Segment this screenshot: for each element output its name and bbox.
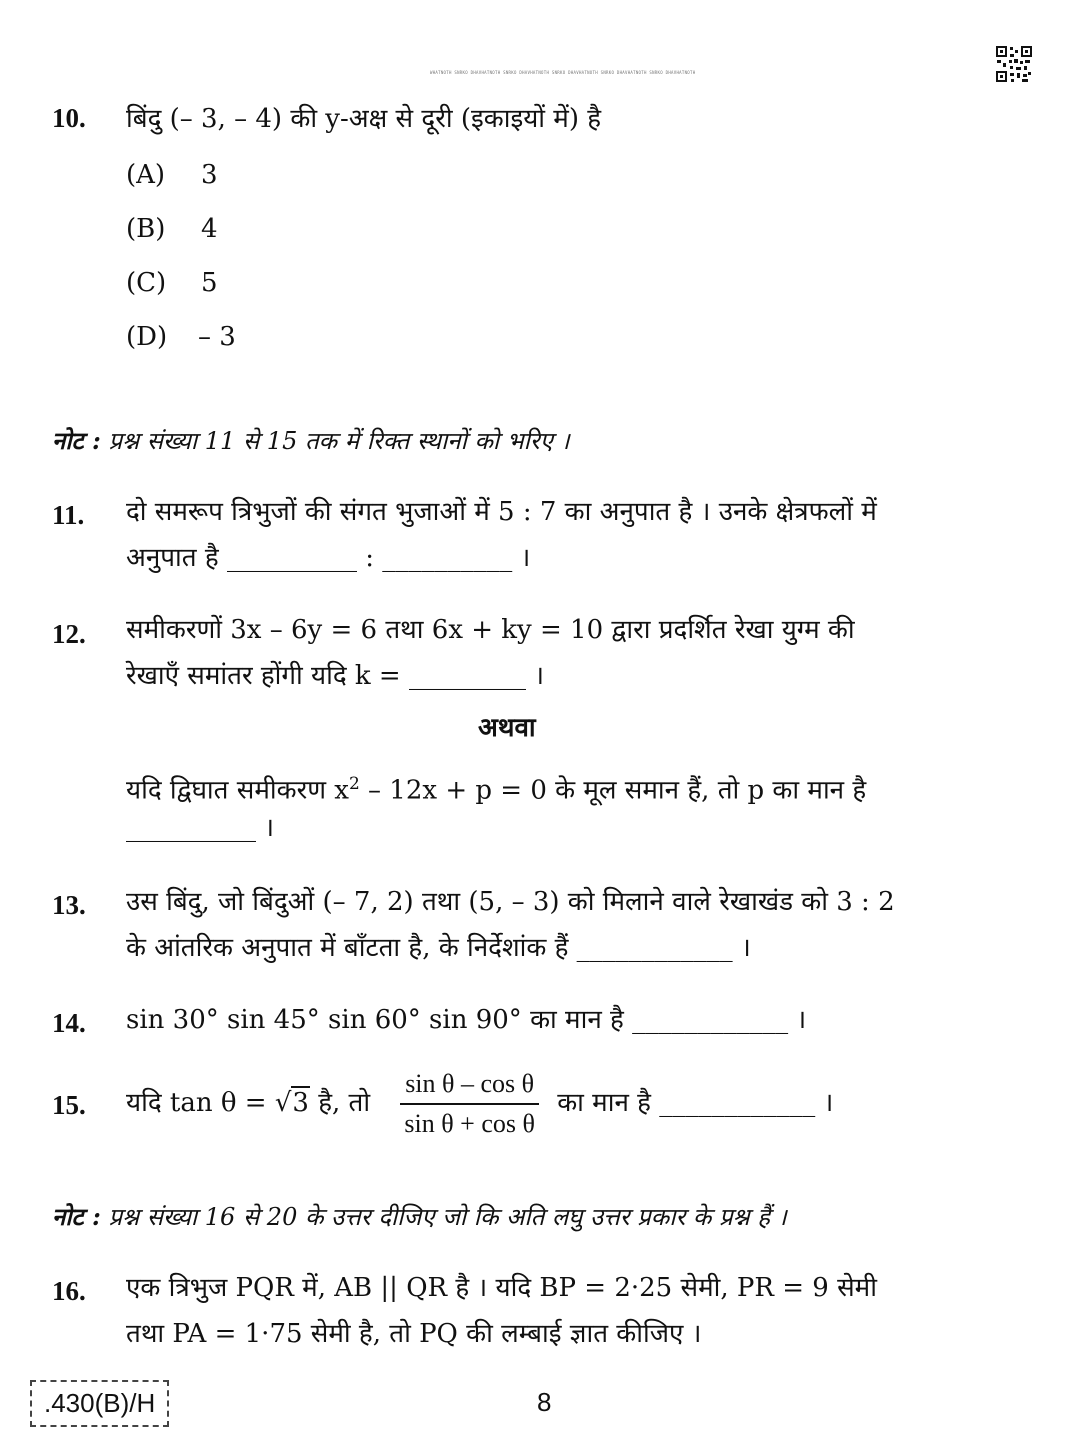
exponent: 2 bbox=[348, 774, 360, 794]
question-number: 11. bbox=[52, 500, 85, 530]
q15-post: का मान है ____________ । bbox=[557, 1088, 834, 1118]
option-value-b: 4 bbox=[201, 214, 218, 244]
note-text: प्रश्न संख्या 11 से 15 तक में रिक्त स्थानों को भरिए । bbox=[108, 427, 570, 455]
option-value-c: 5 bbox=[201, 268, 218, 298]
option-label-a: (A) bbox=[126, 160, 166, 190]
question-16-line-2: तथा PA = 1·75 सेमी है, तो PQ की लम्बाई ज्ञात कीजिए । bbox=[126, 1319, 702, 1349]
question-11-line-2: अनुपात है __________ : __________ । bbox=[126, 543, 531, 573]
alt-text-post: – 12x + p = 0 के मूल समान हैं, तो p का मान है bbox=[359, 775, 867, 806]
or-separator: अथवा bbox=[478, 713, 536, 743]
question-number: 16. bbox=[52, 1276, 86, 1306]
question-number: 14. bbox=[52, 1008, 86, 1038]
note-1 bbox=[52, 424, 570, 457]
q15-mid: है, तो bbox=[309, 1088, 371, 1118]
question-number: 15. bbox=[52, 1090, 86, 1120]
question-12-alt-line-2: __________ । bbox=[126, 813, 275, 843]
sqrt-radicand: 3 bbox=[292, 1088, 309, 1118]
option-value-d: – 3 bbox=[198, 322, 236, 352]
question-12-line-1: समीकरणों 3x – 6y = 6 तथा 6x + ky = 10 द्वारा प्रदर्शित रेखा युग्म की bbox=[126, 615, 855, 645]
question-10-text: बिंदु (– 3, – 4) की y-अक्ष से दूरी (इकाइयों में) है bbox=[126, 104, 602, 134]
question-number: 12. bbox=[52, 619, 86, 649]
option-label-b: (B) bbox=[126, 214, 166, 244]
fraction-numerator: sin θ – cos θ bbox=[400, 1069, 539, 1105]
page-number: 8 bbox=[537, 1387, 552, 1417]
question-13-line-1: उस बिंदु, जो बिंदुओं (– 7, 2) तथा (5, – 3) को मिलाने वाले रेखाखंड को 3 : 2 bbox=[126, 887, 895, 917]
header-microtext: WHATNOTH SNRKO DHAVHATNOTH SNRKO DHAVHATNOTH SNRKO DHAVHATNOTH SNRKO DHAVHATNOTH SNRKO DHAVHATNOTH bbox=[430, 70, 696, 75]
option-label-c: (C) bbox=[126, 268, 167, 298]
question-number: 10. bbox=[52, 103, 86, 133]
option-value-a: 3 bbox=[201, 160, 218, 190]
question-11-line-1: दो समरूप त्रिभुजों की संगत भुजाओं में 5 : 7 का अनुपात है । उनके क्षेत्रफलों में bbox=[126, 497, 877, 527]
q15-pre: यदि tan θ = bbox=[126, 1088, 275, 1118]
note-text: प्रश्न संख्या 16 से 20 के उत्तर दीजिए जो कि अति लघु उत्तर प्रकार के प्रश्न हैं । bbox=[108, 1203, 787, 1231]
qr-code-icon bbox=[995, 45, 1033, 83]
paper-code-box: .430(B)/H bbox=[30, 1380, 169, 1427]
note-2 bbox=[52, 1200, 787, 1233]
sqrt-sign: √ bbox=[274, 1088, 292, 1118]
note-prefix: नोट : bbox=[52, 426, 101, 455]
fraction-denominator: sin θ + cos θ bbox=[404, 1109, 535, 1138]
option-label-d: (D) bbox=[126, 322, 168, 352]
question-15-text bbox=[126, 1064, 833, 1142]
question-number: 13. bbox=[52, 890, 86, 920]
question-13-line-2: के आंतरिक अनुपात में बाँटता है, के निर्देशांक हैं ____________ । bbox=[126, 933, 751, 963]
question-16-line-1: एक त्रिभुज PQR में, AB || QR है । यदि BP = 2·25 सेमी, PR = 9 सेमी bbox=[126, 1273, 877, 1303]
question-12-line-2: रेखाएँ समांतर होंगी यदि k = _________ । bbox=[126, 661, 545, 691]
note-prefix: नोट : bbox=[52, 1202, 101, 1231]
question-14-text: sin 30° sin 45° sin 60° sin 90° का मान है ____________ । bbox=[126, 1005, 807, 1035]
fraction bbox=[400, 1069, 539, 1139]
alt-text-pre: यदि द्विघात समीकरण x bbox=[126, 775, 349, 806]
